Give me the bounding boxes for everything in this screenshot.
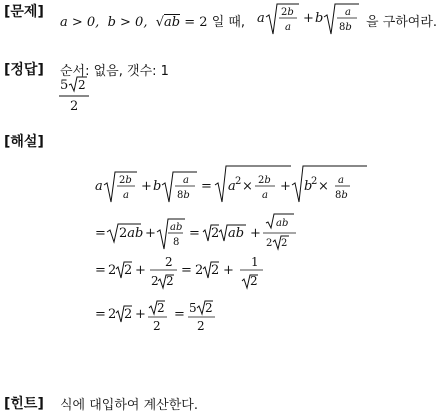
svg-text:ab: ab xyxy=(228,226,245,241)
svg-text:2ab: 2ab xyxy=(119,226,144,241)
condition-ab-radicand: ab xyxy=(164,15,181,30)
svg-text:=: = xyxy=(189,226,200,241)
svg-text:+: + xyxy=(223,263,234,278)
condition-a: a > 0, xyxy=(60,15,100,30)
svg-text:b: b xyxy=(153,179,162,194)
svg-text:=: = xyxy=(95,307,106,322)
svg-text:2: 2 xyxy=(311,176,318,187)
svg-text:2: 2 xyxy=(195,263,204,278)
svg-text:2: 2 xyxy=(166,274,174,288)
solution-step-3 xyxy=(95,255,263,288)
svg-text:2: 2 xyxy=(124,263,133,278)
svg-text:b: b xyxy=(304,179,313,194)
svg-text:a: a xyxy=(123,190,129,201)
svg-text:+: + xyxy=(145,226,156,241)
expr-8b: 8b xyxy=(339,22,352,33)
problem-text-find: 을 구하여라. xyxy=(366,15,438,30)
svg-text:2b: 2b xyxy=(258,175,271,186)
svg-text:1: 1 xyxy=(251,255,259,269)
svg-text:2: 2 xyxy=(281,238,288,249)
svg-text:2b: 2b xyxy=(119,175,132,186)
svg-text:ab: ab xyxy=(170,222,183,233)
svg-text:2: 2 xyxy=(165,255,173,269)
answer-fraction xyxy=(58,76,92,116)
expr-2b: 2b xyxy=(281,7,294,18)
svg-text:2: 2 xyxy=(108,263,117,278)
svg-text:2: 2 xyxy=(197,319,205,333)
svg-text:a: a xyxy=(183,175,189,186)
answer-label: [정답] xyxy=(4,62,44,78)
svg-text:=: = xyxy=(95,263,106,278)
svg-text:×: × xyxy=(242,179,253,194)
hint-label: [힌트] xyxy=(4,396,44,412)
expr-b: b xyxy=(315,11,324,26)
svg-text:8b: 8b xyxy=(177,190,190,201)
svg-text:2: 2 xyxy=(153,319,161,333)
svg-text:ab: ab xyxy=(276,218,289,229)
svg-text:×: × xyxy=(318,179,329,194)
answer-num-rad: 2 xyxy=(78,78,86,92)
answer-text: 순서: 없음, 갯수: 1 xyxy=(60,64,169,79)
svg-text:2: 2 xyxy=(211,226,220,241)
expr-a-num: a xyxy=(345,7,351,18)
problem-conditions xyxy=(60,11,245,30)
expr-a-den: a xyxy=(285,22,291,33)
svg-text:5: 5 xyxy=(189,301,197,315)
svg-text:8b: 8b xyxy=(335,190,348,201)
expr-a: a xyxy=(257,11,265,26)
condition-equals: = 2 xyxy=(184,15,208,30)
svg-text:2: 2 xyxy=(205,301,213,315)
answer-den: 2 xyxy=(70,99,79,114)
svg-text:=: = xyxy=(181,263,192,278)
svg-text:+: + xyxy=(135,263,146,278)
svg-text:2: 2 xyxy=(235,176,242,187)
svg-text:8: 8 xyxy=(173,237,180,248)
svg-text:a: a xyxy=(262,190,268,201)
svg-text:+: + xyxy=(280,179,291,194)
solution-step-2 xyxy=(95,219,261,249)
solution-step-1 xyxy=(95,166,367,202)
problem-label: [문제] xyxy=(4,4,44,20)
svg-text:2: 2 xyxy=(151,274,159,288)
svg-text:2: 2 xyxy=(124,307,133,322)
solution-step-2-tail xyxy=(260,162,313,282)
svg-text:2: 2 xyxy=(157,301,165,315)
svg-text:+: + xyxy=(135,307,146,322)
svg-text:2: 2 xyxy=(266,238,273,249)
svg-text:a: a xyxy=(338,175,344,186)
svg-text:=: = xyxy=(201,179,212,194)
answer-num-coef: 5 xyxy=(60,78,69,93)
solution-step-4 xyxy=(95,301,215,333)
svg-text:2: 2 xyxy=(211,263,220,278)
svg-text:+: + xyxy=(250,226,261,241)
sqrt-sign: √ xyxy=(155,15,165,30)
hint-text: 식에 대입하여 계산한다. xyxy=(60,398,198,413)
problem-expression xyxy=(257,0,377,40)
plus-sign: + xyxy=(303,11,314,26)
problem-text-when: 일 때, xyxy=(211,15,246,30)
svg-text:2: 2 xyxy=(108,307,117,322)
condition-b: b > 0, xyxy=(107,15,148,30)
svg-text:2: 2 xyxy=(250,274,258,288)
svg-text:a: a xyxy=(228,179,236,194)
svg-text:=: = xyxy=(174,307,185,322)
svg-text:=: = xyxy=(95,226,106,241)
solution-derivation-tail xyxy=(330,162,380,282)
svg-text:+: + xyxy=(141,179,152,194)
solution-label: [해설] xyxy=(4,134,44,150)
svg-text:a: a xyxy=(95,179,103,194)
